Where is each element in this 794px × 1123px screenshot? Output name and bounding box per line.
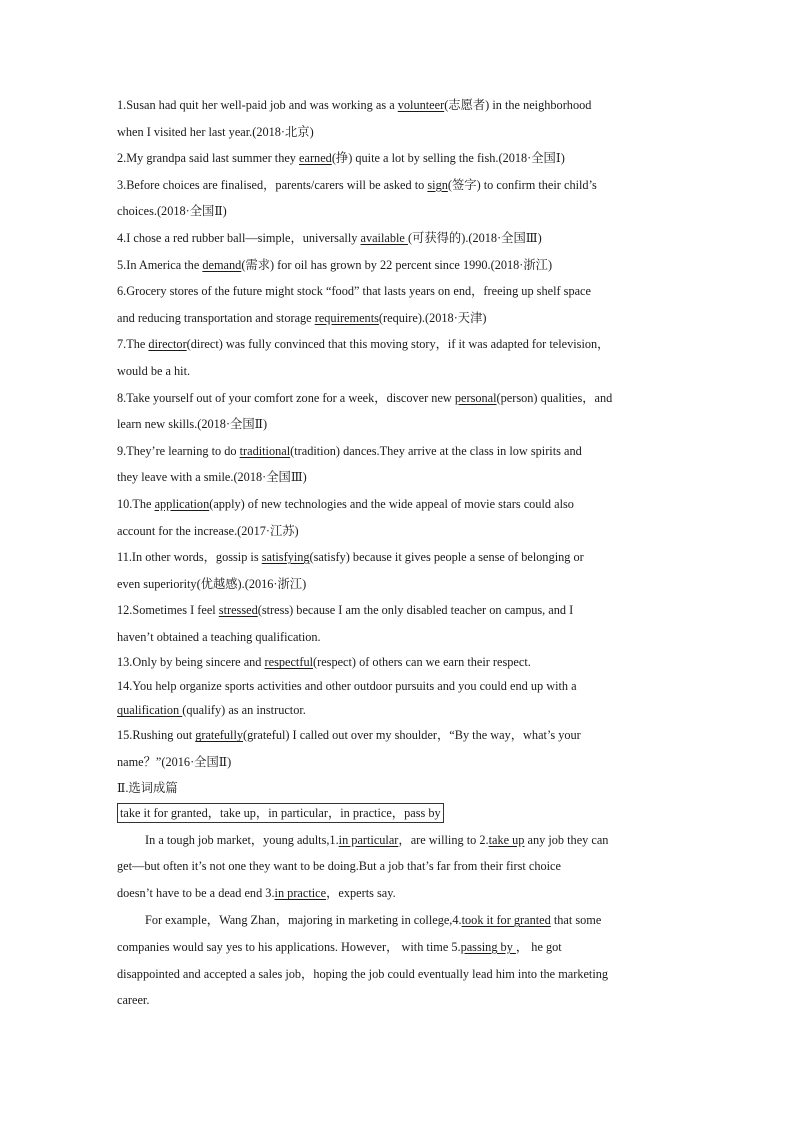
question-text: 3.Before choices are finalised，parents/carers will be asked to [117,177,428,192]
paragraph-text: get—but often it’s not one they want to be doing.But a job that’s far from their first choice [117,859,561,874]
question-text: (tradition) dances.They arrive at the class in low spirits and [290,443,582,458]
paragraph-text: companies would say yes to his applications. However， with time 5. [117,939,461,954]
question-5 [117,252,677,279]
question-text: even superiority(优越感).(2016·浙江) [117,576,307,591]
answer-blank: available [360,230,408,245]
question-15 [117,722,677,775]
question-text: they leave with a smile.(2018·全国Ⅲ) [117,470,307,485]
question-4 [117,225,677,252]
question-text: (可获得的).(2018·全国Ⅲ) [407,230,542,245]
answer-blank: took it for granted [461,913,551,928]
answer-blank: stressed [218,603,258,618]
paragraph-text: that some [550,913,602,928]
answer-blank: personal [454,390,497,405]
question-text: 4.I chose a red rubber ball—simple，universally [117,230,361,245]
answer-blank: sign [427,177,448,192]
question-text: would be a hit. [117,363,191,378]
question-text: 8.Take yourself out of your comfort zone for a week，discover new [117,390,455,405]
answer-blank: in practice [274,886,327,901]
question-text: 10.The [117,496,155,511]
answer-blank: gratefully [195,728,244,743]
question-text: account for the increase.(2017·江苏) [117,523,299,538]
question-text: (志愿者) in the neighborhood [444,98,592,112]
paragraph-text: career. [117,993,150,1008]
question-text: (respect) of others can we earn their respect. [313,655,531,670]
question-14 [117,674,677,722]
question-text: and reducing transportation and storage [117,310,315,325]
answer-blank: application [154,496,210,511]
question-text: 9.They’re learning to do [117,443,240,458]
paragraph-text: ，are willing to 2. [398,832,489,847]
question-3 [117,172,677,225]
question-text: (需求) for oil has grown by 22 percent since 1990.(2018·浙江) [241,257,553,272]
answer-blank: demand [202,257,242,272]
question-2 [117,145,677,172]
paragraph-1 [117,827,677,907]
paragraph-text: any job they can [524,832,609,847]
question-text: (apply) of new technologies and the wide appeal of movie stars could also [209,496,574,511]
paragraph-text: ， he got [515,939,562,954]
question-1 [117,92,677,145]
answer-blank: satisfying [261,550,310,565]
question-text: (direct) was fully convinced that this moving story，if it was adapted for television， [186,337,610,352]
question-text: (签字) to confirm their child’s [447,177,597,192]
question-text: 2.My grandpa said last summer they [117,151,300,166]
question-text: (挣) quite a lot by selling the fish.(2018·全国Ⅰ) [331,151,565,166]
answer-blank: passing by [460,939,516,954]
question-9 [117,438,677,491]
question-text: (require).(2018·天津) [378,310,487,325]
question-text: (qualify) as an instructor. [182,703,306,718]
answer-blank: director [148,337,187,352]
question-text: 15.Rushing out [117,728,196,743]
question-text: learn new skills.(2018·全国Ⅱ) [117,417,268,432]
word-box: take it for granted，take up，in particular，in practice，pass by [117,803,444,823]
question-13 [117,650,677,674]
paragraph-text: For example，Wang Zhan，majoring in marketing in college,4. [145,913,462,928]
answer-blank: respectful [264,655,314,670]
question-8 [117,385,677,438]
question-text: 14.You help organize sports activities and other outdoor pursuits and you could end up with a [117,679,577,694]
question-text: 7.The [117,337,149,352]
paragraph-text: In a tough job market，young adults,1. [145,832,339,847]
question-text: haven’t obtained a teaching qualification. [117,629,321,644]
question-text: (satisfy) because it gives people a sense of belonging or [309,550,584,565]
answer-blank: requirements [314,310,379,325]
answer-blank: take up [488,832,525,847]
question-text: 12.Sometimes I feel [117,603,219,618]
question-text: (grateful) I called out over my shoulder，“By the way，what’s your [243,728,581,743]
worksheet [117,92,677,1014]
question-12 [117,597,677,650]
answer-blank: earned [299,151,332,166]
question-text: 1.Susan had quit her well-paid job and was working as a [117,98,398,112]
question-text: 13.Only by being sincere and [117,655,265,670]
question-text: name？”(2016·全国Ⅱ) [117,755,232,770]
answer-blank: traditional [239,443,291,458]
question-6 [117,278,677,331]
paragraph-text: ，experts say. [326,886,396,901]
question-text: 5.In America the [117,257,203,272]
paragraph-2 [117,907,677,1014]
question-text: 11.In other words，gossip is [117,550,262,565]
answer-blank: qualification [117,703,183,718]
question-text: when I visited her last year.(2018·北京) [117,124,314,139]
question-text: 6.Grocery stores of the future might stock “food” that lasts years on end，freeing up shelf space [117,284,591,299]
question-7 [117,331,677,384]
section-title: Ⅱ.选词成篇 [117,780,178,795]
question-text: (stress) because I am the only disabled teacher on campus, and I [257,603,574,618]
question-text: choices.(2018·全国Ⅱ) [117,204,227,219]
question-text: (person) qualities，and [496,390,613,405]
answer-blank: in particular [338,832,399,847]
question-10 [117,491,677,544]
paragraph-text: disappointed and accepted a sales job，hoping the job could eventually lead him into the marketing [117,966,609,981]
answer-blank: volunteer [397,98,445,112]
paragraph-text: doesn’t have to be a dead end 3. [117,886,275,901]
question-11 [117,544,677,597]
